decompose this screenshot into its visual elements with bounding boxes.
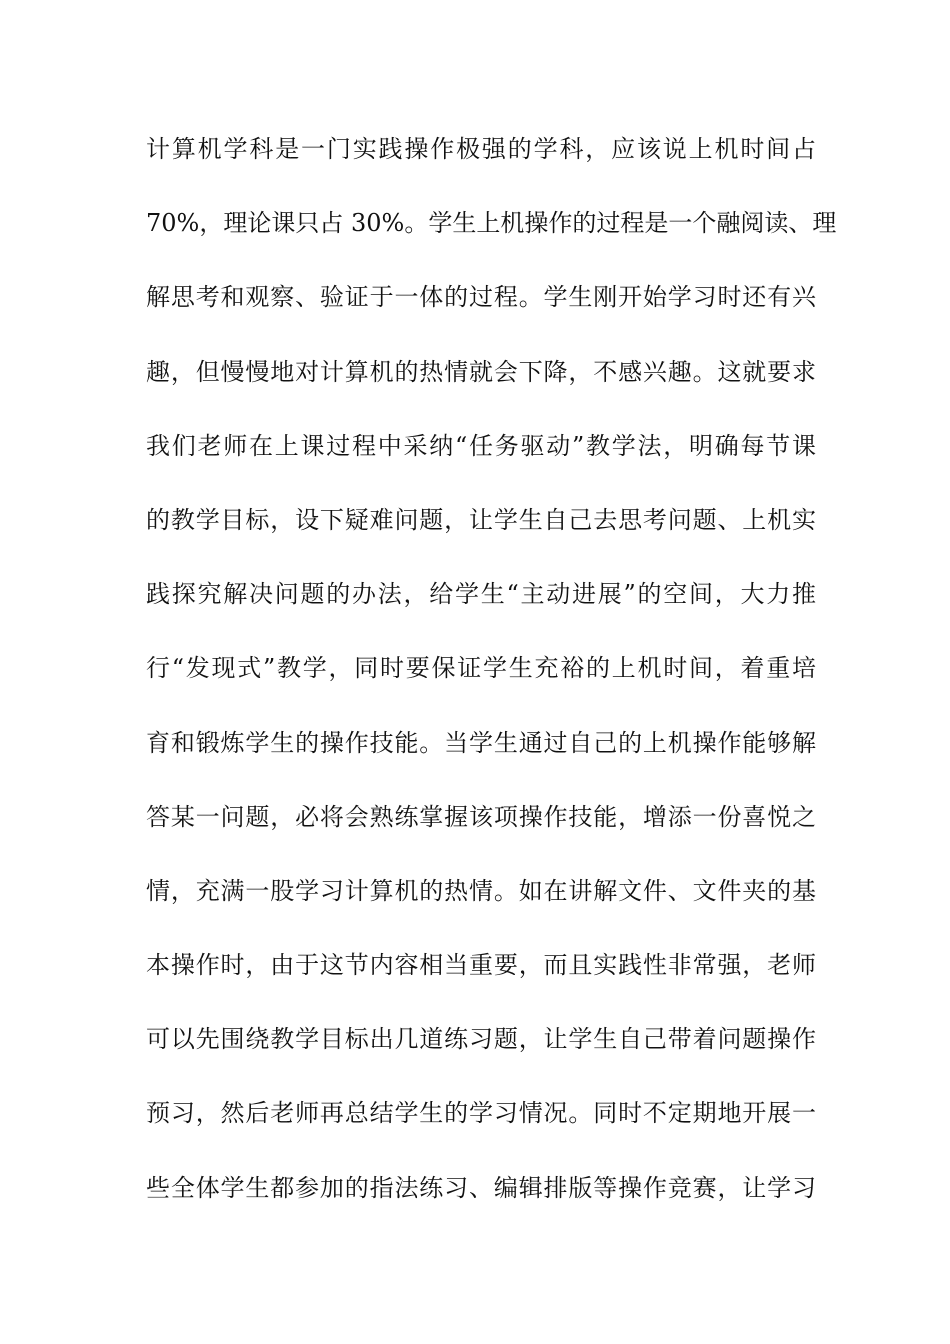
- paragraph-line: 些全体学生都参加的指法练习、编辑排版等操作竞赛，让学习: [146, 1173, 816, 1202]
- paragraph-line: 本操作时，由于这节内容相当重要，而且实践性非常强，老师: [146, 951, 816, 980]
- body-paragraph: [146, 131, 837, 1244]
- paragraph-line: 育和锻炼学生的操作技能。当学生通过自己的上机操作能够解: [146, 728, 816, 757]
- paragraph-line: 情，充满一股学习计算机的热情。如在讲解文件、文件夹的基: [146, 876, 816, 905]
- paragraph-line: 的教学目标，设下疑难问题，让学生自己去思考问题、上机实: [146, 505, 816, 534]
- paragraph-line: 我们老师在上课过程中采纳“任务驱动”教学法，明确每节课: [146, 431, 816, 460]
- paragraph-line: 践探究解决问题的办法，给学生“主动进展”的空间，大力推: [146, 580, 816, 609]
- paragraph-line: 70%，理论课只占 30%。学生上机操作的过程是一个融阅读、理: [146, 209, 837, 238]
- paragraph-line: 答某一问题，必将会熟练掌握该项操作技能，增添一份喜悦之: [146, 802, 816, 831]
- paragraph-line: 计算机学科是一门实践操作极强的学科，应该说上机时间占: [146, 135, 816, 163]
- paragraph-line: 解思考和观察、验证于一体的过程。学生刚开始学习时还有兴: [146, 283, 816, 312]
- paragraph-line: 预习，然后老师再总结学生的学习情况。同时不定期地开展一: [146, 1099, 816, 1128]
- paragraph-line: 可以先围绕教学目标出几道练习题，让学生自己带着问题操作: [146, 1025, 816, 1054]
- paragraph-line: 趣，但慢慢地对计算机的热情就会下降，不感兴趣。这就要求: [146, 357, 816, 386]
- paragraph-line: 行“发现式”教学，同时要保证学生充裕的上机时间，着重培: [146, 654, 816, 683]
